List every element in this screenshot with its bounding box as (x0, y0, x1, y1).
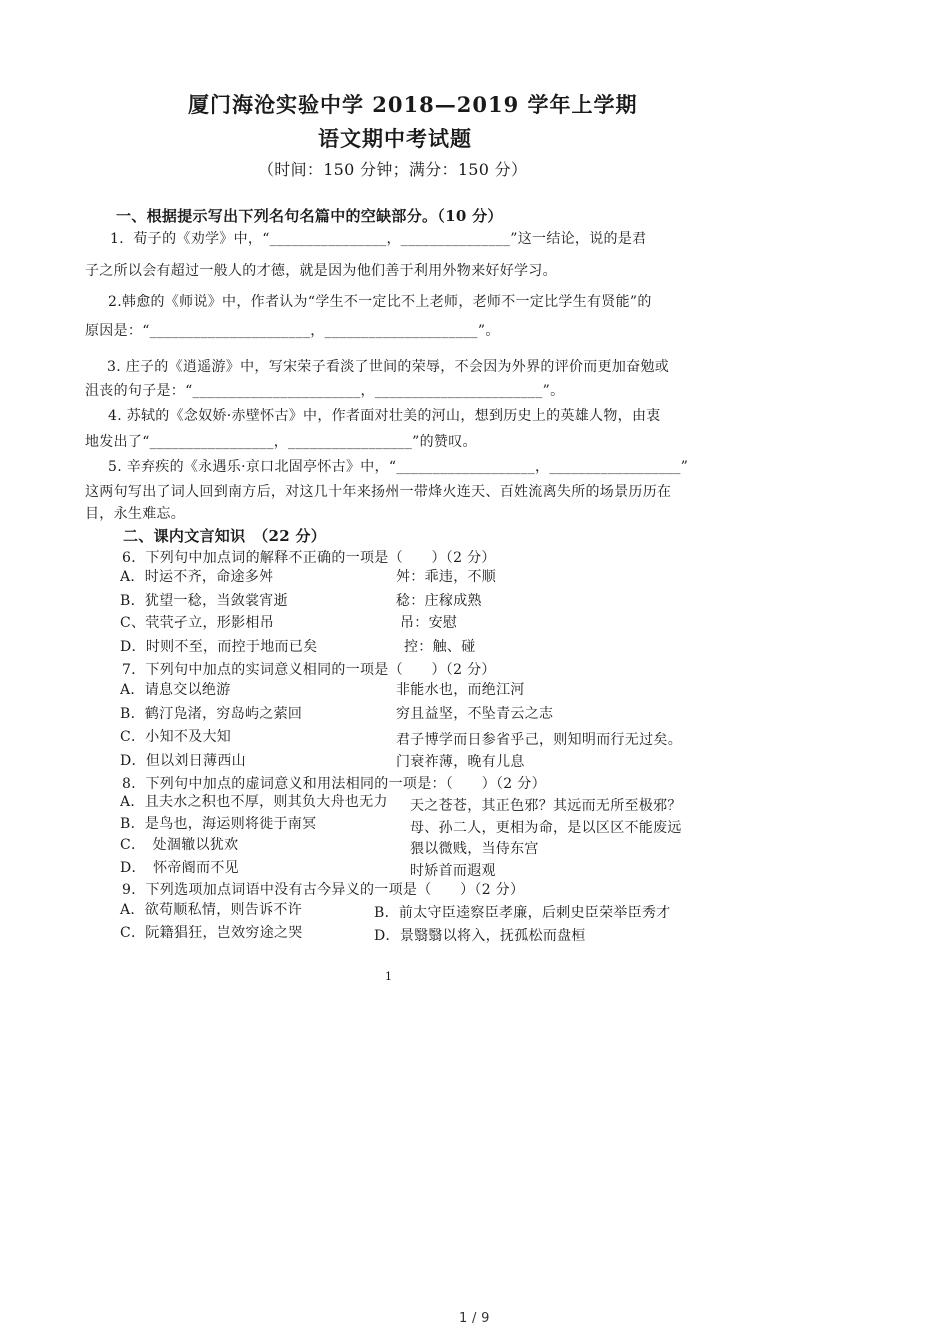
q7-option-c: C．小知不及大知 (120, 729, 232, 745)
q7-stem: 7．下列句中加点的实词意义相同的一项是（ ）（2 分） (122, 662, 496, 678)
q3-line1: 3. 庄子的《逍遥游》中，写宋荣子看淡了世间的荣辱，不会因为外界的评价而更加奋勉或 (107, 359, 670, 375)
q2-line2: 原因是：“______________________，_____________________”。 (85, 323, 500, 339)
q7-option-d-compare: 门衰祚薄，晚有儿息 (396, 754, 525, 770)
q8-option-b-compare: 母、孙二人，更相为命，是以区区不能废远 (410, 820, 682, 836)
q6-option-b: B．犹望一稔，当敛裳宵逝 (120, 593, 288, 609)
q8-stem: 8．下列句中加点的虚词意义和用法相同的一项是：（ ）（2 分） (122, 776, 546, 792)
q6-stem: 6．下列句中加点词的解释不正确的一项是（ ）（2 分） (122, 550, 496, 566)
q8-option-a-compare: 天之苍苍，其正色邪？其远而无所至极邪？ (410, 798, 682, 814)
exam-title-line2: 语文期中考试题 (318, 126, 472, 151)
q6-option-d: D．时则不至，而控于地而已矣 (120, 639, 318, 655)
q4-line1: 4. 苏轼的《念奴娇·赤壁怀古》中，作者面对壮美的河山，想到历史上的英雄人物，由衷 (108, 408, 661, 424)
section1-heading: 一、根据提示写出下列名句名篇中的空缺部分。（10 分） (116, 207, 503, 225)
q8-option-c-compare: 猥以微贱，当侍东宫 (410, 841, 539, 857)
q1-line2: 子之所以会有超过一般人的才德，就是因为他们善于利用外物来好好学习。 (85, 263, 557, 279)
q7-option-c-compare: 君子博学而日参省乎己，则知明而行无过矣。 (396, 732, 682, 748)
q7-option-b: B．鹤汀凫渚，穷岛屿之萦回 (120, 706, 303, 722)
q3-line2: 沮丧的句子是：“_______________________，_______________________”。 (85, 383, 565, 399)
exam-title-line1: 厦门海沧实验中学 2018—2019 学年上学期 (188, 92, 638, 117)
q6-option-c: C、茕茕孑立，形影相吊 (120, 615, 275, 631)
q8-option-b: B．是鸟也，海运则将徙于南冥 (120, 816, 317, 832)
exam-subtitle: （时间：150 分钟；满分：150 分） (258, 160, 528, 179)
q7-option-b-compare: 穷且益坚，不坠青云之志 (396, 706, 554, 722)
q6-option-c-gloss: 吊：安慰 (400, 615, 458, 631)
q9-option-a: A．欲苟顺私情，则告诉不许 (120, 902, 303, 918)
q5-line3: 目，永生难忘。 (85, 506, 186, 522)
scan-page-number: 1 (385, 970, 393, 983)
q7-option-a-compare: 非能水也，而绝江河 (396, 682, 525, 698)
q8-option-c: C． 处涸辙以犹欢 (120, 837, 239, 853)
q8-option-d-compare: 时矫首而遐观 (410, 863, 496, 879)
q6-option-d-gloss: 控：触、碰 (404, 639, 476, 655)
section2-heading: 二、课内文言知识 （22 分） (123, 527, 327, 545)
q6-option-a-gloss: 舛：乖违，不顺 (396, 569, 497, 585)
q4-line2: 地发出了“_________________，_________________”的赞叹。 (85, 434, 477, 450)
q9-option-b: B．前太守臣逵察臣孝廉，后刺史臣荣举臣秀才 (374, 905, 671, 921)
q9-option-d: D．景翳翳以将入，抚孤松而盘桓 (374, 928, 586, 944)
q5-line2: 这两句写出了词人回到南方后，对这几十年来扬州一带烽火连天、百姓流离失所的场景历历在 (85, 484, 672, 500)
q6-option-b-gloss: 稔：庄稼成熟 (396, 593, 482, 609)
q9-stem: 9．下列选项加点词语中没有古今异义的一项是（ ）（2 分） (122, 882, 525, 898)
q2-line1: 2.韩愈的《师说》中，作者认为“学生不一定比不上老师，老师不一定比学生有贤能”的 (108, 294, 652, 310)
q1-line1: 1．荀子的《劝学》中，“________________，_______________”这一结论，说的是君 (110, 231, 647, 247)
q8-option-a: A．且夫水之积也不厚，则其负大舟也无力 (120, 794, 388, 810)
q8-option-d: D． 怀帝阍而不见 (120, 860, 239, 876)
q6-option-a: A．时运不齐，命途多舛 (120, 569, 274, 585)
q7-option-a: A．请息交以绝游 (120, 682, 231, 698)
page-indicator: 1 / 9 (459, 1311, 490, 1326)
q7-option-d: D．但以刘日薄西山 (120, 753, 246, 769)
q5-line1: 5. 辛弃疾的《永遇乐·京口北固亭怀古》中，“___________________，__________________” (108, 459, 689, 475)
q9-option-c: C．阮籍猖狂，岂效穷途之哭 (120, 925, 303, 941)
